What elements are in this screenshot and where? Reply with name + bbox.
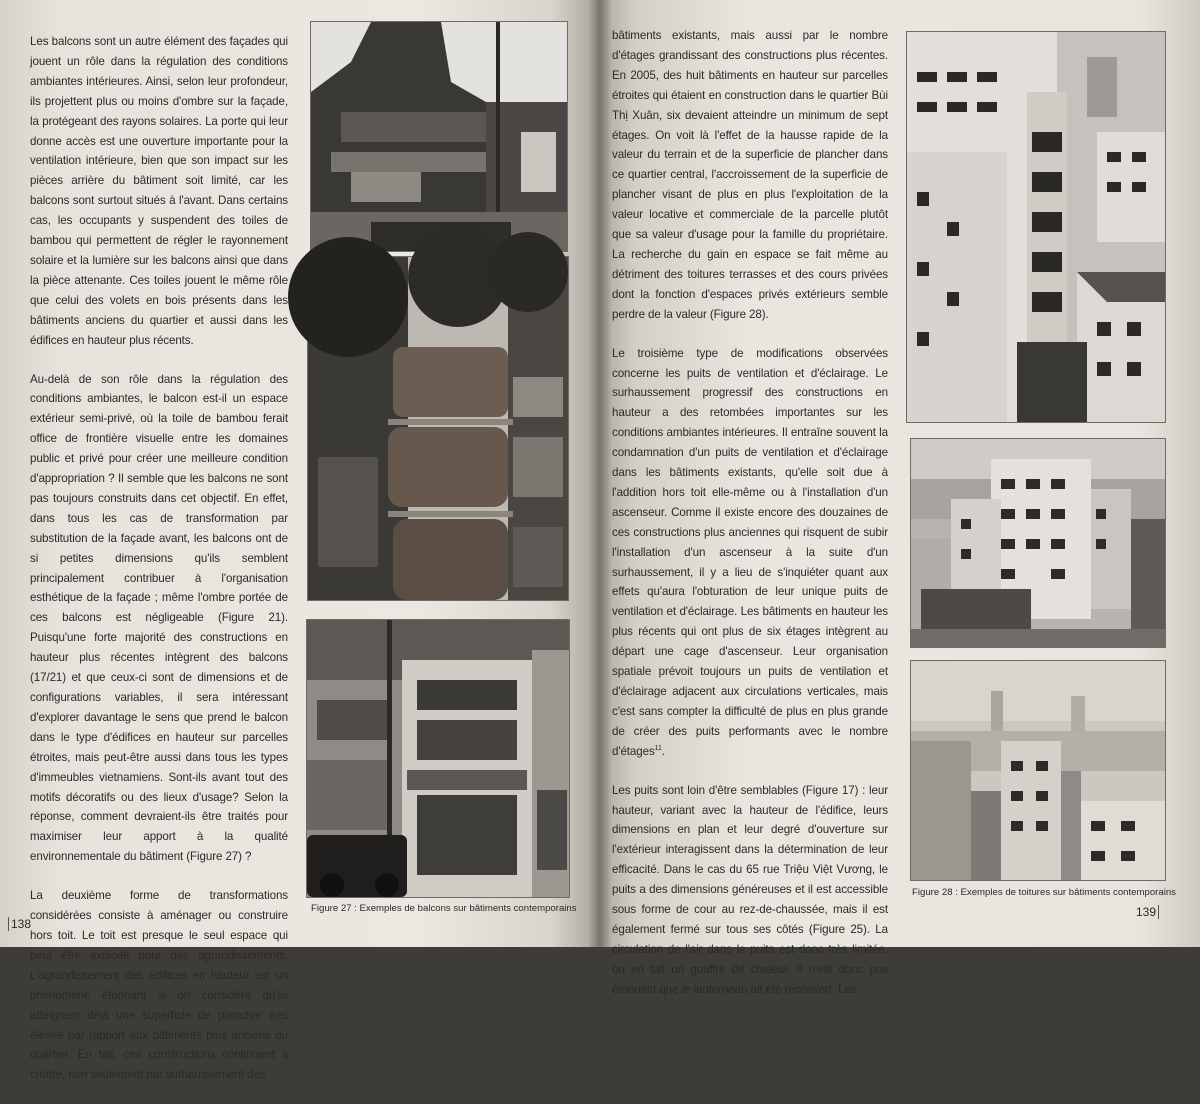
paragraph-balcon-role: Au-delà de son rôle dans la régulation des conditions ambiantes, le balcon est-il un espace extérieur semi-privé, où la toile de bambou ferait office de frontière visuelle entre les domaines public et privé pour créer une meilleure condition d'appropriation ? Il semble que les balcons ne sont pas toujours construits dans cet objectif. En effet, dans tous les cas de transformation par substitution de la façade avant, les balcons ont de si petites dimensions qu'ils semblent principalement contribuer à l'organisation esthétique de la façade ; même l'ombre portée de ces balcons est négligeable (Figure 21). Puisqu'une forte majorité des constructions en hauteur plus récentes intègrent des balcons (17/21) et que ceux-ci sont de dimensions et de configurations variables, il sera intéressant d'explorer davantage le sens que prend le balcon dans le type d'édifices en hauteur sur parcelles étroites, mais peut-être aussi dans tous les types d'immeubles vietnamiens. Sont-ils avant tout des motifs décoratifs ou des lieux d'usage? Selon la réponse, comment devraient-ils être traités pour maximiser leur apport à la qualité environnementale du bâtiment (Figure 27) ? (30, 372, 288, 864)
photo-hazy-skyline (910, 660, 1166, 881)
figure-28-caption: Figure 28 : Exemples de toitures sur bâtiments contemporains (912, 887, 1176, 898)
right-text-column (612, 26, 888, 1019)
left-text-column (30, 32, 288, 1104)
photo-bamboo-facade (307, 256, 569, 601)
book-gutter (588, 0, 612, 947)
right-page (598, 0, 1200, 996)
page-number-left: 138 (8, 917, 31, 931)
footnote-mark: 11 (654, 744, 662, 752)
paragraph-hors-toit: La deuxième forme de transformations considérées consiste à aménager ou construire hors toit. Le toit est presque le seul espace qui peut être exploité pour des agrandissements. L'agrandissement des édifices en hauteur est un phénomène étonnant si on considère qu'ils atteignent déjà une superficie de plancher très élevée par rapport aux bâtiments plus anciens du quartier. En fait, ces constructions continuent à croître, non seulement par surhaussement des (30, 889, 288, 1082)
page-number-right: 139 (1136, 905, 1159, 919)
paragraph-puits-text: Le troisième type de modifications observées concerne les puits de ventilation et d'éclairage. Le surhaussement progressif des constructions en hauteur a des retombées importantes sur les conditions ambiantes intérieures. Il entraîne souvent la condamnation d'un puits de ventilation et d'éclairage dans les bâtiments existants, qu'elle soit due à l'addition hors toit elle-même ou à l'installation d'un ascenseur. Comme il existe encore des douzaines de ces constructions plus anciennes qui risquent de subir l'installation d'un ascenseur à la suite d'un surhaussement, il y a lieu de s'inquiéter quant aux effets qu'aura l'obturation de leur unique puits de ventilation et d'éclairage. Les bâtiments en hauteur les plus récents qui ont plus de six étages intègrent au départ une cage d'ascenseur. Leur organisation spatiale prévoit toujours un puits de ventilation et d'éclairage adjacent aux circulations verticales, mais c'est sans compter la difficulté de plus en plus grande de créer des puits performants avec le nombre d'étages (612, 346, 888, 758)
photo-tall-buildings (906, 31, 1166, 423)
figure-27-caption: Figure 27 : Exemples de balcons sur bâtiments contemporains (311, 903, 577, 914)
paragraph-balcons: Les balcons sont un autre élément des façades qui jouent un rôle dans la régulation des conditions ambiantes intérieures. Ainsi, selon leur profondeur, ils projettent plus ou moins d'ombre sur la façade, la protégeant des rayons solaires. La porte qui leur donne accès est une ouverture importante pour la ventilation intérieure, bien que son impact sur les pièces arrière du bâtiment soit limité, car les balcons sont surtout situés à l'avant. Dans certains cas, les occupants y suspendent des toiles de bambou qui permettent de régler le rayonnement solaire et la lumière sur les balcons ainsi que dans la pièce attenante. Ces toiles jouent le même rôle que celui des volets en bois présents dans les bâtiments anciens du quartier et aussi dans les édifices en hauteur plus récents. (30, 35, 288, 347)
photo-shop-facades (306, 619, 570, 898)
paragraph-puits-semblables: Les puits sont loin d'être semblables (Figure 17) : leur hauteur, variant avec la hauteur de l'édifice, leurs dimensions en plan et leur degré d'ouverture sur l'extérieur interagissent dans la détermination de leur efficacité. Dans le cas du 65 rue Triệu Việt Vương, le puits a des dimensions généreuses et il est accessible sous forme de cour au rez-de-chaussée, mais il est également fermé sur tous ses côtés (Figure 25). La circulation de l'air dans le puits est donc très limitée, on en fait un gouffre de chaleur. Il n'est donc pas étonnant que le lanterneau ait été recouvert. Les (612, 783, 888, 996)
paragraph-surhaussement: bâtiments existants, mais aussi par le nombre d'étages grandissant des constructions plus récentes. En 2005, des huit bâtiments en hauteur sur parcelles étroites qui étaient en construction dans le quartier Bùi Thị Xuân, six devaient atteindre un minimum de sept étages. On voit là l'effet de la hausse rapide de la valeur du terrain et de la superficie de plancher dans ce quartier central, l'accroissement de la superficie de plancher visant de plus en plus l'exploitation de la valeur locative et commerciale de la parcelle plutôt que sa valeur d'usage pour la famille du propriétaire. La recherche du gain en espace se fait même au détriment des toitures terrasses et des cours privées dont la fonction d'espaces privés extérieurs semble perdre de la valeur (Figure 28). (612, 29, 888, 321)
left-page (0, 0, 598, 1082)
photo-street-corner (310, 21, 568, 252)
paragraph-puits-ventilation: Le troisième type de modifications observées concerne les puits de ventilation et d'éclairage. Le surhaussement progressif des constructions en hauteur a des retombées importantes sur les conditions ambiantes intérieures. Il entraîne souvent la condamnation d'un puits de ventilation et d'éclairage dans les bâtiments existants, qu'elle soit due à l'addition hors toit elle-même ou à l'installation d'un ascenseur. Comme il existe encore des douzaines de ces constructions plus anciennes qui risquent de subir l'installation d'un ascenseur à la suite d'un surhaussement, il y a lieu de s'inquiéter quant aux effets qu'aura l'obturation de leur unique puits de ventilation et d'éclairage. Les bâtiments en hauteur les plus récents qui ont plus de six étages intègrent au départ une cage d'ascenseur. Leur organisation spatiale prévoit toujours un puits de ventilation et d'éclairage adjacent aux circulations verticales, mais c'est sans compter la difficulté de plus en plus grande de créer des puits performants avec le nombre d'étages$^{11}$. (612, 346, 888, 758)
photo-rooftops-city (910, 438, 1166, 648)
